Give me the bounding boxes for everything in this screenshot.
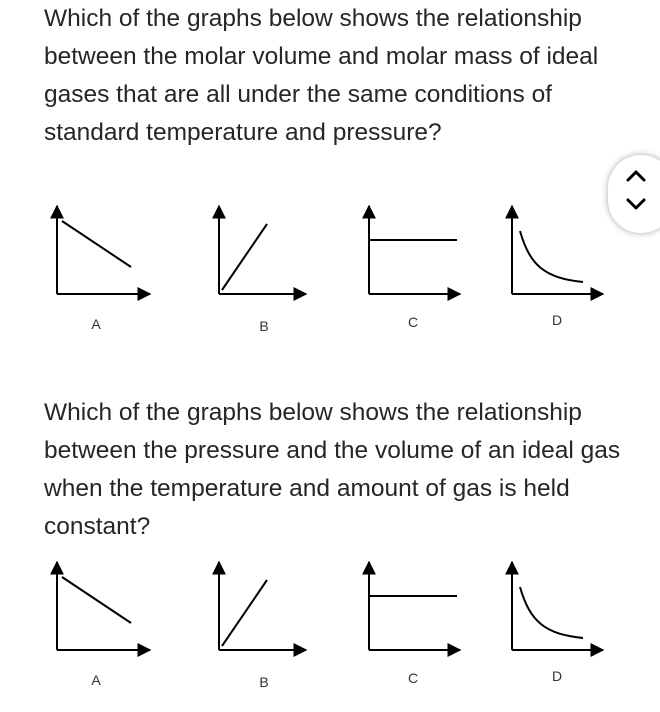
graph-c-horizontal-line[interactable] [369,562,460,650]
graph-d-label: D [551,312,563,328]
graph-b-increasing-line[interactable] [219,206,306,294]
graph-a-decreasing-line[interactable] [57,562,150,650]
graph-d-label: D [551,668,563,684]
graph-a-label: A [91,672,101,688]
page-nav-widget [608,155,660,233]
question-1-graphs [0,196,620,306]
graph-b-increasing-line[interactable] [219,562,306,650]
chevron-up-icon[interactable] [624,167,648,185]
graph-a-label: A [91,316,101,332]
graph-c-horizontal-line[interactable] [369,206,460,294]
question-2-graphs [0,552,620,662]
graph-a-decreasing-line[interactable] [57,206,150,294]
graph-c-label: C [407,670,419,686]
question-2-graph-options [0,552,620,712]
graph-b-label: B [259,318,269,334]
graph-c-label: C [407,314,419,330]
graph-d-decreasing-curve[interactable] [512,562,603,650]
question-2-text: Which of the graphs below shows the relationship between the pressure and the volume of an ideal gas when the temperature and amount of gas is held constant? [44,399,621,540]
graph-d-decreasing-curve[interactable] [512,206,603,294]
question-1-graph-options [0,196,620,356]
graph-b-label: B [259,674,269,690]
question-1-text: Which of the graphs below shows the relationship between the molar volume and molar mass of ideal gases that are all under the same conditions of standard temperature and pressure? [44,5,599,146]
chevron-down-icon[interactable] [624,195,648,213]
